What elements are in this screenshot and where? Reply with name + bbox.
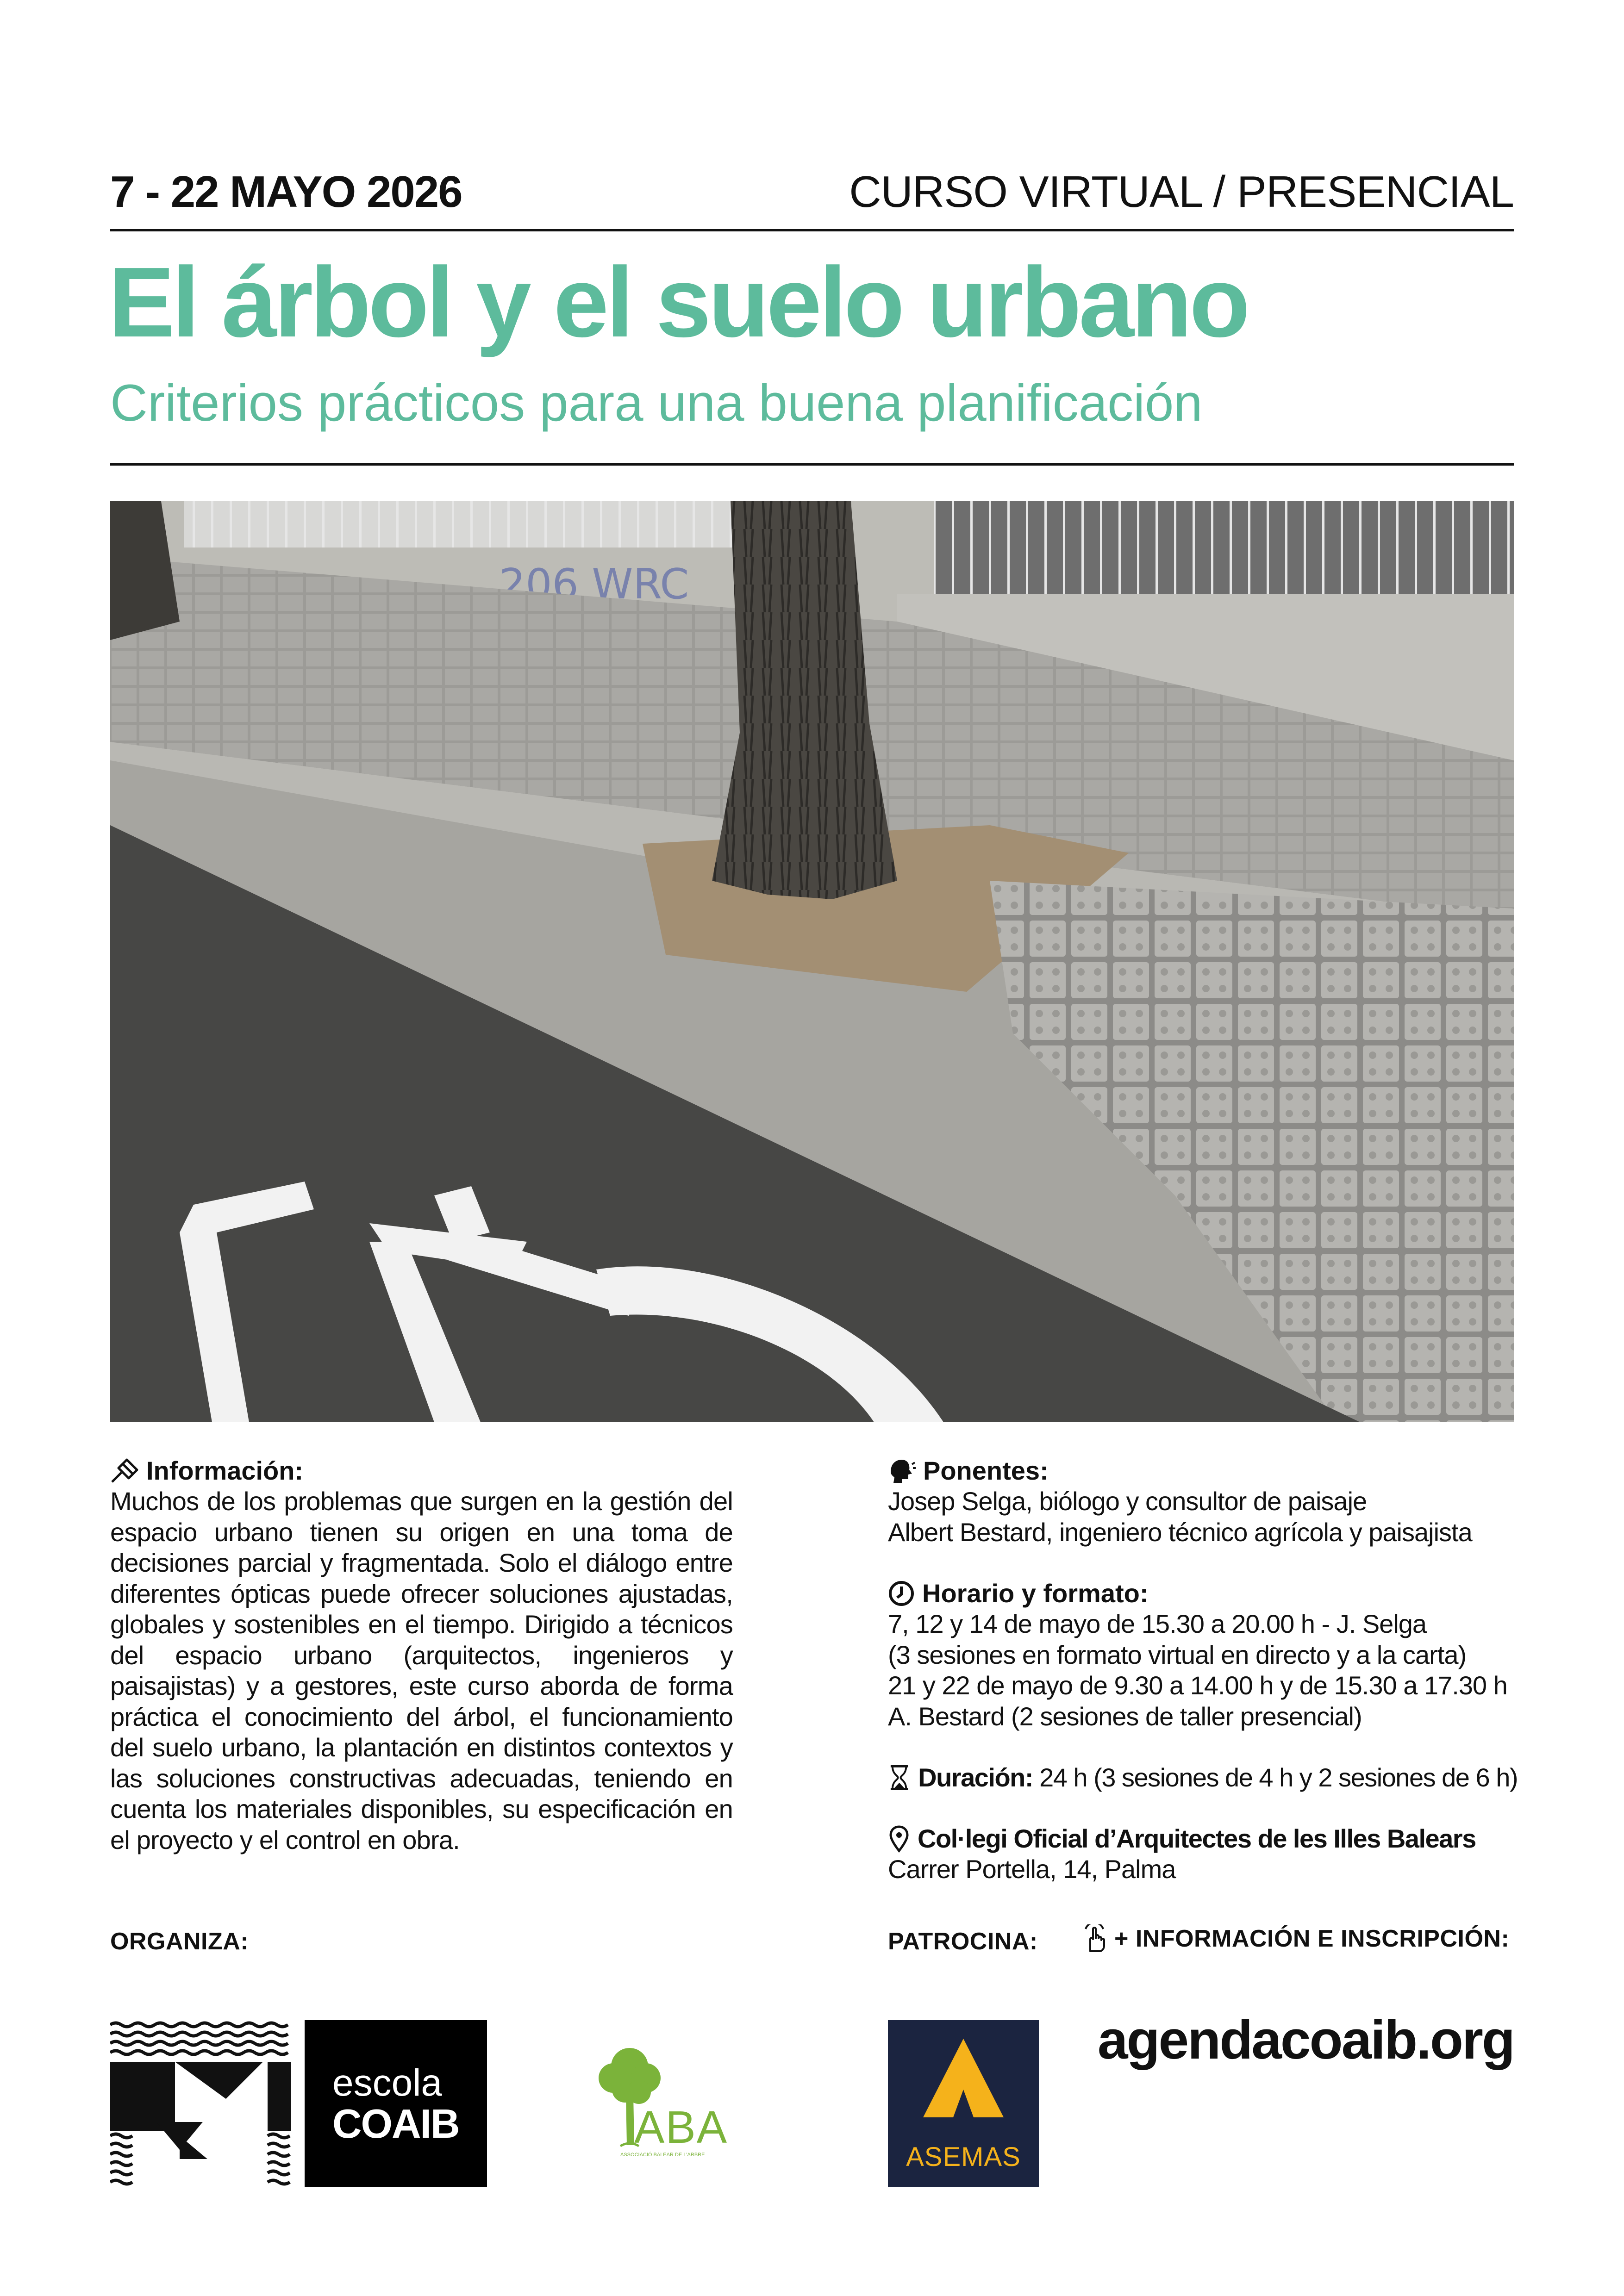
schedule-heading-label: Horario y formato: bbox=[922, 1579, 1149, 1608]
page-subtitle: Criterios prácticos para una buena planificación bbox=[110, 374, 1203, 432]
schedule-line-2: (3 sesiones en formato virtual en directo y a la carta) bbox=[888, 1640, 1467, 1669]
info-heading-label: Información: bbox=[146, 1456, 304, 1485]
hourglass-icon bbox=[888, 1764, 911, 1791]
info-heading bbox=[110, 1456, 733, 1486]
aba-logo-text: ABA bbox=[634, 2102, 728, 2153]
schedule-line-3: 21 y 22 de mayo de 9.30 a 14.00 h y de 15.30 a 17.30 h bbox=[888, 1671, 1507, 1700]
header bbox=[110, 167, 1514, 222]
info-section bbox=[110, 1456, 733, 1855]
duration-label: Duración: bbox=[918, 1763, 1033, 1792]
pushpin-icon bbox=[110, 1458, 139, 1484]
organiza-label: ORGANIZA: bbox=[110, 1928, 249, 1955]
speakers-heading-label: Ponentes: bbox=[923, 1456, 1049, 1485]
aba-logo bbox=[593, 2039, 745, 2159]
details-section bbox=[888, 1456, 1518, 1885]
venue-heading bbox=[888, 1823, 1518, 1854]
info-text: Muchos de los problemas que surgen en la gestión del espacio urbano tienen su origen en una toma de decisiones parcial y fragmentada. Solo el diálogo entre diferentes ópticas puede ofrecer soluciones ajustadas, globales y sostenibles en el tiempo. Dirigido a técnicos del espacio urbano (arquitectos, ingenieros y paisajistas) y a gestores, este curso aborda de forma práctica el conocimiento del árbol, el funcionamiento del suelo urbano, la plantación en distintos contextos y las soluciones constructivas adecuadas, teniendo en cuenta los materiales disponibles, su especificación en el proyecto y el control en obra. bbox=[110, 1487, 733, 1854]
svg-text:206 WRC: 206 WRC bbox=[499, 560, 689, 609]
schedule-heading bbox=[888, 1578, 1518, 1609]
header-divider bbox=[110, 229, 1514, 231]
venue-name: Col·legi Oficial d’Arquitectes de les Illes Balears bbox=[918, 1824, 1476, 1853]
course-dates: 7 - 22 MAYO 2026 bbox=[110, 167, 462, 217]
pointing-hand-icon bbox=[1081, 1924, 1112, 1953]
schedule-line-1: 7, 12 y 14 de mayo de 15.30 a 20.00 h - J. Selga bbox=[888, 1609, 1427, 1638]
website-url[interactable]: agendacoaib.org bbox=[1097, 2010, 1514, 2071]
aba-logo-subtext: ASSOCIACIÓ BALEAR DE L'ARBRE bbox=[620, 2152, 705, 2158]
page-title: El árbol y el suelo urbano bbox=[108, 246, 1248, 358]
asemas-logo bbox=[888, 2020, 1039, 2187]
duration-value: 24 h (3 sesiones de 4 h y 2 sesiones de 6 h) bbox=[1033, 1763, 1518, 1792]
venue-address: Carrer Portella, 14, Palma bbox=[888, 1854, 1176, 1884]
subtitle-divider bbox=[110, 463, 1514, 466]
escola-logo-line1: escola bbox=[332, 2062, 443, 2104]
tree-root-sidewalk-photo bbox=[110, 501, 1514, 1422]
escola-logo-line2: COAIB bbox=[332, 2101, 459, 2147]
duration-row bbox=[888, 1762, 1518, 1793]
speaking-head-icon bbox=[888, 1458, 916, 1484]
inscripcion-label: + INFORMACIÓN E INSCRIPCIÓN: bbox=[1114, 1925, 1510, 1952]
map-pin-icon bbox=[888, 1825, 910, 1853]
escola-coaib-logo bbox=[305, 2020, 487, 2187]
course-format: CURSO VIRTUAL / PRESENCIAL bbox=[849, 167, 1514, 217]
schedule-line-4: A. Bestard (2 sesiones de taller presencial) bbox=[888, 1701, 1362, 1731]
clock-icon bbox=[888, 1580, 915, 1607]
asemas-triangle-icon bbox=[888, 2020, 1039, 2136]
coaib-logo-mark bbox=[110, 2020, 291, 2187]
patrocina-label: PATROCINA: bbox=[888, 1928, 1038, 1955]
speaker-1: Josep Selga, biólogo y consultor de paisaje bbox=[888, 1487, 1367, 1516]
speakers-heading bbox=[888, 1456, 1518, 1486]
asemas-logo-text: ASEMAS bbox=[906, 2142, 1021, 2172]
inscripcion-label-row bbox=[1081, 1924, 1509, 1953]
speaker-2: Albert Bestard, ingeniero técnico agrícola y paisajista bbox=[888, 1517, 1472, 1547]
